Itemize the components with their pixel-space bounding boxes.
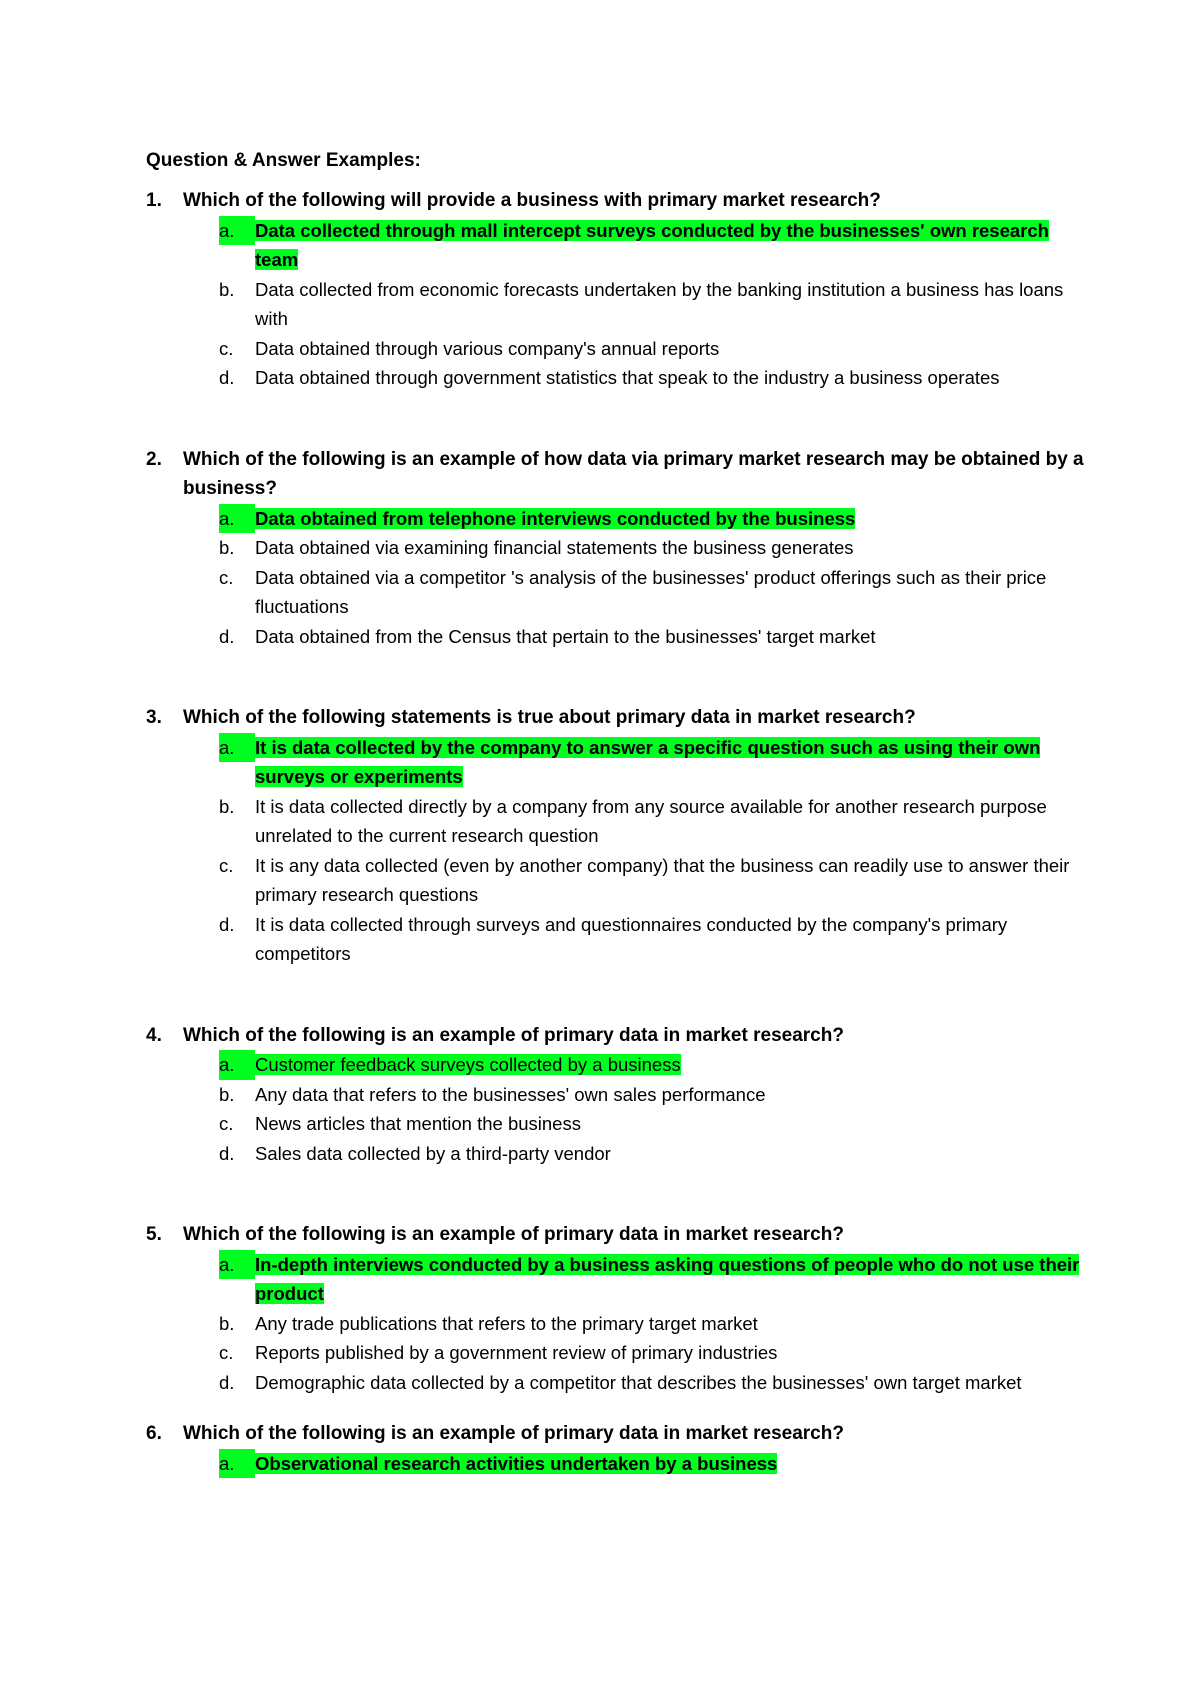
- option-letter: b.: [219, 1083, 235, 1105]
- answer-option-correct: [219, 1449, 1086, 1479]
- answer-option: [219, 275, 1086, 334]
- option-text: It is data collected by the company to answer a specific question such as using their own surveys or experiments: [255, 736, 1041, 787]
- document-heading: Question & Answer Examples:: [146, 150, 421, 171]
- option-letter: a.: [219, 216, 255, 246]
- answer-option: [219, 1080, 1086, 1110]
- option-letter: b.: [219, 1312, 235, 1334]
- option-letter: d.: [219, 367, 235, 388]
- option-text: Data obtained through government statistics that speak to the industry a business operates: [255, 367, 1000, 388]
- question-6: [146, 1419, 1086, 1478]
- answer-option: [219, 1338, 1086, 1368]
- option-text: Data obtained from telephone interviews conducted by the business: [255, 507, 856, 529]
- question-3: [146, 703, 1086, 969]
- answer-option: [219, 533, 1086, 563]
- option-text: Data obtained via examining financial statements the business generates: [255, 537, 854, 558]
- answer-option: [219, 563, 1086, 622]
- answer-option: [219, 1368, 1086, 1398]
- option-letter: a.: [219, 733, 255, 763]
- question-stem: [146, 186, 1086, 216]
- option-text: Observational research activities undertaken by a business: [255, 1452, 778, 1474]
- option-letter: a.: [219, 1250, 255, 1280]
- option-text: Demographic data collected by a competitor that describes the businesses' own target market: [255, 1371, 1022, 1393]
- option-text: In-depth interviews conducted by a business asking questions of people who do not use their product: [255, 1253, 1080, 1304]
- answer-options: [146, 1449, 1086, 1479]
- answer-option: [219, 1139, 1086, 1169]
- option-letter: a.: [219, 1449, 255, 1479]
- option-text: Data obtained via a competitor 's analysis of the businesses' product offerings such as their price fluctuations: [255, 566, 1047, 617]
- answer-option-correct: [219, 1050, 1086, 1080]
- question-number: 3.: [146, 707, 162, 728]
- answer-option-correct: [219, 504, 1086, 534]
- option-text: It is data collected directly by a company from any source available for another research purpose unrelated to the current research question: [255, 795, 1047, 846]
- answer-options: [146, 1250, 1086, 1398]
- question-number: 6.: [146, 1423, 162, 1444]
- option-letter: d.: [219, 913, 235, 935]
- option-text: Data collected from economic forecasts undertaken by the banking institution a business has loans with: [255, 278, 1064, 329]
- option-text: Sales data collected by a third-party vendor: [255, 1142, 611, 1164]
- answer-option: [219, 363, 1086, 393]
- question-text: Which of the following statements is true about primary data in market research?: [183, 707, 916, 728]
- answer-option: [219, 1309, 1086, 1339]
- option-letter: c.: [219, 1113, 234, 1134]
- answer-options: [146, 504, 1086, 652]
- question-text: Which of the following is an example of how data via primary market research may be obtained by a business?: [183, 448, 1084, 499]
- option-text: News articles that mention the business: [255, 1113, 581, 1134]
- answer-option-correct: [219, 1250, 1086, 1309]
- option-text: Data obtained through various company's annual reports: [255, 337, 720, 359]
- option-letter: c.: [219, 1342, 234, 1363]
- answer-option: [219, 622, 1086, 652]
- question-stem: [146, 703, 1086, 733]
- question-stem: [146, 1220, 1086, 1250]
- question-number: 2.: [146, 448, 162, 470]
- option-letter: c.: [219, 337, 234, 359]
- answer-option: [219, 851, 1086, 910]
- option-text: Any trade publications that refers to the primary target market: [255, 1312, 758, 1334]
- question-2: [146, 445, 1086, 652]
- question-number: 4.: [146, 1024, 162, 1046]
- answer-options: [146, 216, 1086, 393]
- question-text: Which of the following is an example of primary data in market research?: [183, 1423, 844, 1444]
- answer-option: [219, 334, 1086, 364]
- option-text: It is any data collected (even by another company) that the business can readily use to answer their primary research questions: [255, 854, 1070, 905]
- answer-option: [219, 1109, 1086, 1139]
- question-stem: [146, 1419, 1086, 1449]
- option-text: Data obtained from the Census that pertain to the businesses' target market: [255, 625, 876, 647]
- option-letter: b.: [219, 278, 235, 300]
- question-1: [146, 186, 1086, 393]
- question-text: Which of the following will provide a business with primary market research?: [183, 190, 881, 211]
- option-text: Customer feedback surveys collected by a business: [255, 1054, 681, 1075]
- option-letter: c.: [219, 566, 234, 588]
- option-letter: d.: [219, 1371, 235, 1393]
- option-letter: b.: [219, 537, 235, 558]
- option-letter: d.: [219, 1142, 235, 1164]
- question-5: [146, 1220, 1086, 1397]
- question-stem: [146, 445, 1086, 504]
- option-text: Data collected through mall intercept surveys conducted by the businesses' own research team: [255, 219, 1049, 270]
- question-stem: [146, 1021, 1086, 1051]
- option-letter: d.: [219, 625, 235, 647]
- option-text: It is data collected through surveys and questionnaires conducted by the company's primary competitors: [255, 913, 1008, 964]
- question-text: Which of the following is an example of primary data in market research?: [183, 1224, 844, 1245]
- answer-options: [146, 1050, 1086, 1168]
- answer-options: [146, 733, 1086, 969]
- document-page: [146, 146, 1086, 1478]
- question-text: Which of the following is an example of primary data in market research?: [183, 1024, 844, 1046]
- option-letter: b.: [219, 795, 235, 817]
- option-text: Reports published by a government review of primary industries: [255, 1342, 778, 1363]
- answer-option-correct: [219, 216, 1086, 275]
- answer-option: [219, 910, 1086, 969]
- option-letter: a.: [219, 1050, 255, 1080]
- answer-option-correct: [219, 733, 1086, 792]
- answer-option: [219, 792, 1086, 851]
- option-letter: c.: [219, 854, 234, 876]
- option-text: Any data that refers to the businesses' own sales performance: [255, 1083, 766, 1105]
- question-number: 5.: [146, 1224, 162, 1245]
- question-number: 1.: [146, 190, 162, 211]
- question-4: [146, 1021, 1086, 1169]
- option-letter: a.: [219, 504, 255, 534]
